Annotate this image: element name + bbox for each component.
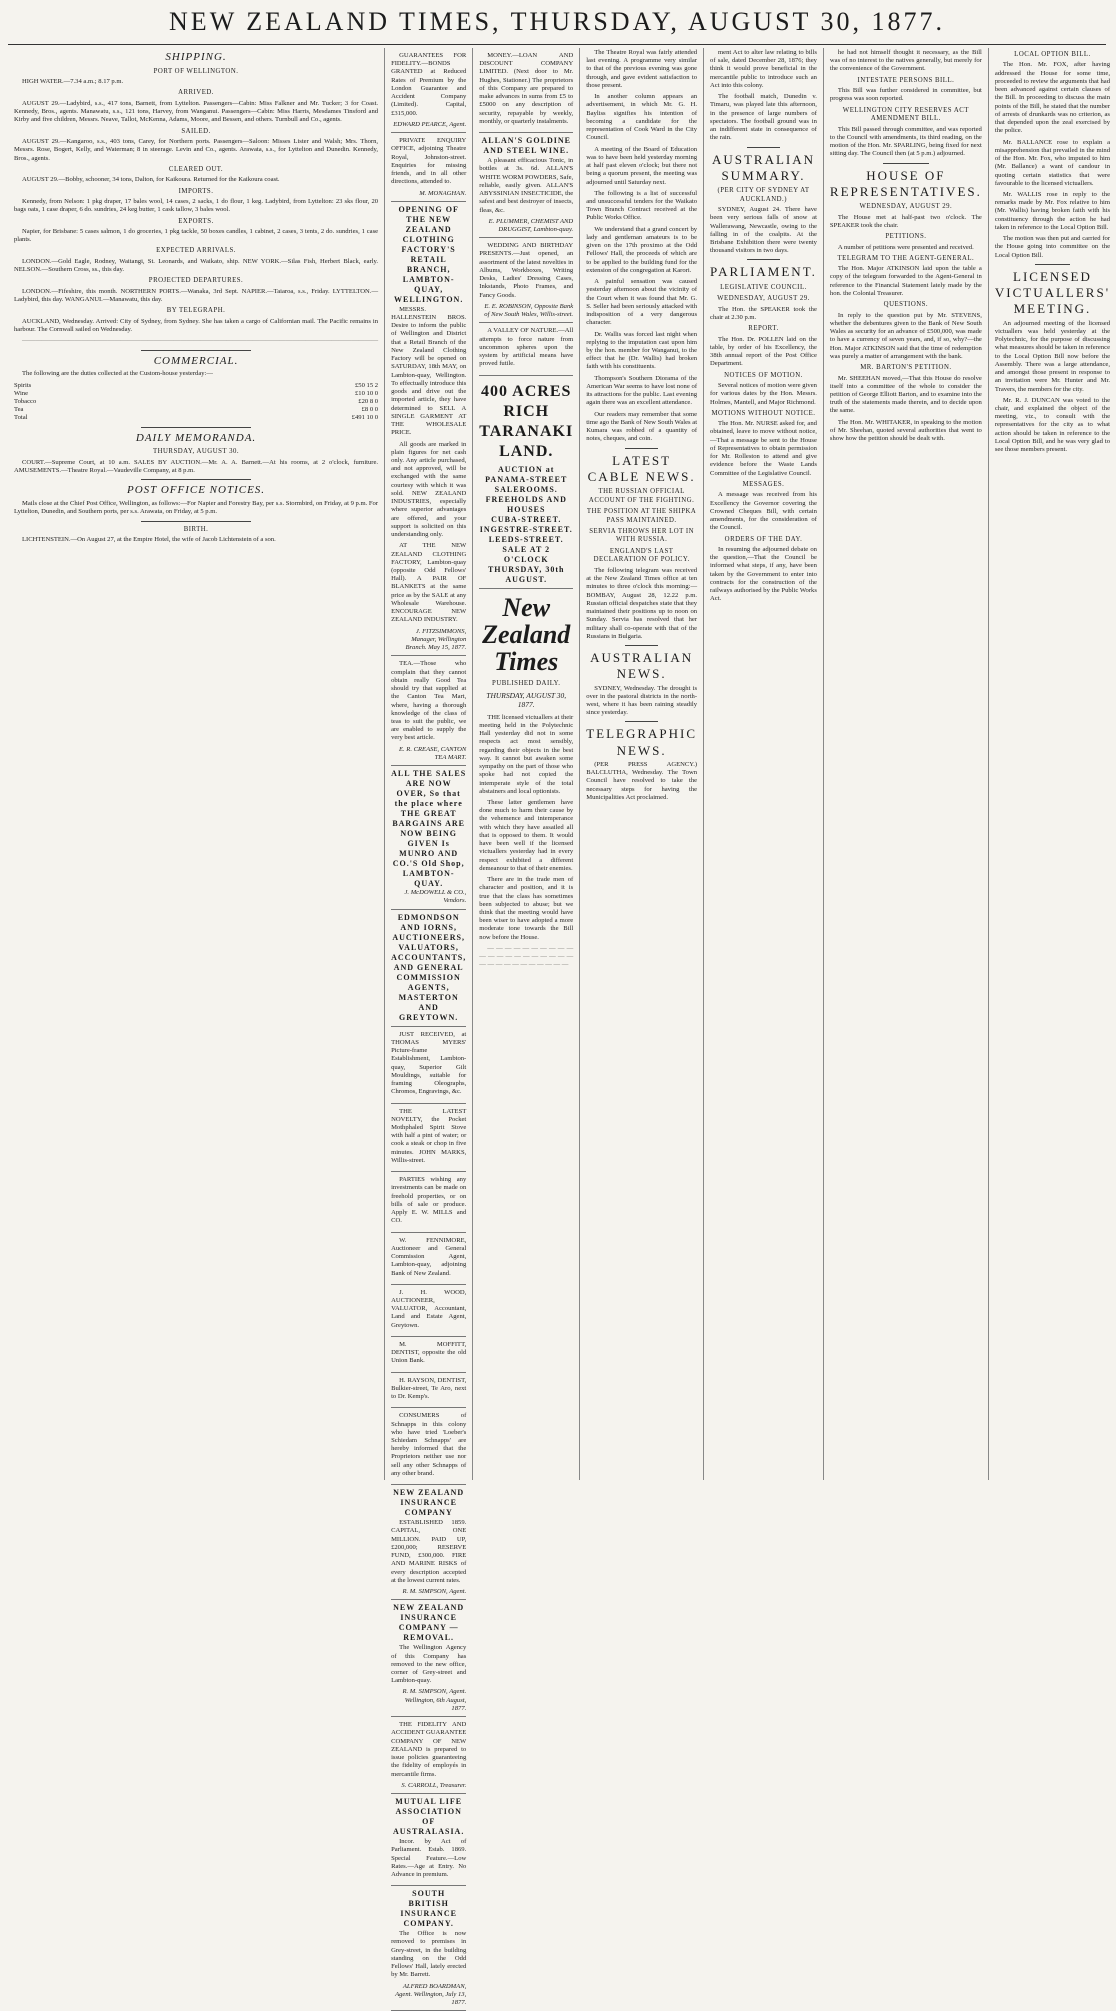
advert-signature: R. M. SIMPSON, Agent. [402, 1588, 467, 1596]
duty-row: Tea £8 0 0 [14, 406, 379, 414]
memoranda-date: THURSDAY, AUGUST 30. [152, 448, 240, 456]
council-date: WEDNESDAY, AUGUST 29. [717, 295, 810, 303]
divider [141, 521, 250, 522]
projected-heading: PROJECTED DEPARTURES. [148, 277, 244, 285]
editorial-paragraph: These latter gentlemen have done much to harm their cause by the vehemence and intemperance with which they have assailed all that is opposed to them. It would have been well if the licensed victuallers yesterday had in every respect exhibited a different demeanour to that of their enemies. [479, 798, 574, 872]
advert-signature: M. MONAGHAN. [419, 189, 467, 197]
agent-general-text: The Hon. Major ATKINSON laid upon the table a copy of the telegram forwarded to the Agent-General in reference to the Financial Statement lately made by the hon. the Colonial Treasurer. [829, 265, 982, 297]
messages-text: A message was received from his Excellency the Governor covering the Crowned Cheques Bill, with certain amendments, for the consideration of the Council. [710, 491, 817, 532]
advert-taranaki-land [479, 376, 573, 589]
advert-text: TEA.—Those who complain that they cannot obtain really Good Tea should try that supplied at the Canton Tea Mart, where, having a thorough knowledge of the class of teas to suit the public, we are enabled to supply the very best article. [391, 660, 467, 742]
australian-summary-title: AUSTRALIAN SUMMARY. [711, 151, 816, 183]
postoffice-title: POST OFFICE NOTICES. [127, 484, 266, 497]
report-heading: REPORT. [748, 325, 779, 333]
advert-line: LEEDS-STREET. [488, 534, 564, 544]
cleared-heading: CLEARED OUT. [168, 165, 224, 173]
advert-signature: J. FITZSIMMONS, Manager, Wellington Branch. May 15, 1877. [405, 627, 467, 652]
cable-news-title: LATEST CABLE NEWS. [587, 452, 696, 484]
advert-text: A VALLEY OF NATURE.—All attempts to force nature from uncommon spheres upon the system by artificial means have proved futile. [479, 327, 574, 368]
postoffice-text: Mails close at the Chief Post Office, Wellington, as follows:—For Napier and Forestry Bay, per s.s. Stormbird, on Friday, at 9 p.m. For Lyttelton, Dunedin, and Southern ports, per s.s. Arawata, on Friday, at 5 p.m. [14, 500, 379, 516]
advert-line: SALE AT 2 O'CLOCK [502, 544, 551, 564]
news-paragraph: Mr. BALLANCE rose to explain a misapprehension that prevailed in the mind of the Hon. Mr. Fox, who imputed to him (Mr. Ballance) a want of candour in quoting certain statistics that were favourable to the licensed victuallers. [994, 138, 1111, 187]
report-text: The Hon. Dr. POLLEN laid on the table, by order of his Excellency, the 38th annual report of the Post Office Department. [710, 335, 817, 368]
advert-sales-over [391, 766, 466, 909]
advert-title: ALLAN'S GOLDINE AND STEEL WINE. [481, 136, 571, 156]
projected-text: LONDON.—Fifeshire, this month. NORTHERN PORTS.—Wanaka, 3rd Sept. NAPIER.—Taiaroa, s.s., Friday. LYTTELTON.—Ladybird, this day. WANGANUI.—Manawatu, this day. [14, 287, 379, 304]
sailed-heading: SAILED. [181, 127, 211, 135]
arrived-text: AUGUST 29.—Ladybird, s.s., 417 tons, Barnett, from Lyttelton. Passengers—Cabin: Miss Falkner and Mr. Tucker; 3 for Coast. Kennedy, Bros., agents. Manawatu, s.s., 121 tons, Harvey, from Wanganui. Passengers—Cabin: Miss Harris, Mesdames Tinsford and Kirby and five children, Messrs. Neave, Tallot, McKenna, Adams, Moore, and Bessen, and others. Turnbull and Co., agents. [14, 99, 379, 124]
motions-heading: MOTIONS WITHOUT NOTICE. [711, 409, 816, 417]
arrived-heading: ARRIVED. [178, 89, 214, 97]
advert-text: The Wellington Agency of this Company has removed to the new office, corner of Grey-street and Lambton-quay. [391, 1644, 467, 1685]
shipping-filler-text: —————————————————————————————————————————————————————— [22, 337, 379, 345]
divider [625, 721, 658, 722]
news-paragraph: A painful sensation was caused yesterday afternoon about the vicinity of the Court when it was found that Mr. G. S. Seller had been seriously attacked with indisposition of a very dangerous character. [586, 278, 698, 327]
duty-row: Spirits £50 15 2 [14, 381, 379, 389]
news-paragraph: ment Act to alter law relating to bills of sale, dated December 28, 1876; they think it would prove beneficial in the mercantile public to introduce such an Act into this colony. [710, 49, 817, 89]
australian-news-title: AUSTRALIAN NEWS. [590, 650, 694, 682]
imports-text: Kennedy, from Nelson: 1 pkg draper, 17 bales wool, 14 cases, 2 sacks, 1 do flour, 1 keg. Ladybird, from Lyttelton: 23 sks flour, 20 bags oats, 1 case draper, 6 do. sundries, 24 keg butter, 1 cask tallow, 3 bales wool. [14, 198, 379, 214]
orders-text: In resuming the adjourned debate on the question,—That the Council be informed what steps, if any, have been taken by the Government to enter into contracts for the construction of the railways authorised by the Public Works Act. [710, 546, 817, 603]
advert-signature: E. PLUMMER, CHEMIST AND DRUGGIST, Lambton-quay. [488, 217, 574, 233]
exports-heading: EXPORTS. [178, 217, 214, 225]
advert-signature: EDWARD PEARCE, Agent. [393, 120, 467, 128]
editorial-paragraph: THE licensed victuallers at their meeting held in the Polytechnic Hall yesterday did not in some respects act most sensibly, regarding their objects in the best way. It cannot but awaken some sympathy on the part of those who spoke had not copied the intemperate style of the total abstainers and local optionists. [479, 713, 574, 795]
advert-spirit-stove [391, 1104, 466, 1173]
notices-text: Several notices of motion were given for various dates by the Hon. Messrs. Holmes, Mantell, and Major Richmond. [710, 382, 817, 406]
advert-edmondson [391, 910, 466, 1027]
editorial-paragraph: There are in the trade men of character and position, and it is true that the class has sometimes been subjected to abuse; but we think that the meeting would have been wiser to have adopted a more moderate tone towards the Bill now before the House. [479, 876, 574, 941]
column-3 [473, 48, 580, 1480]
advert-text: CONSUMERS of Schnapps in this colony who have tried 'Loeber's Schiedam Schnapps' are hereby informed that the Proprietors neither use nor sell any other Schnapps of any other brand. [391, 1412, 467, 1477]
duty-row-total: Total £491 10 0 [14, 414, 379, 422]
advert-text: AT THE NEW ZEALAND CLOTHING FACTORY, Lambton-quay (opposite Odd Fellows' Hall). A PAIR OF BLANKETS at the same price as by the SALE at any Wholesale Warehouse. ENCOURAGE NEW ZEALAND INDUSTRY. [391, 542, 467, 624]
advert-fidelity [391, 1717, 466, 1794]
news-paragraph: Our readers may remember that some time ago the Bank of New South Wales at Kumara was robbed of a quantity of notes, cheques, and coin. [586, 410, 698, 443]
local-option-heading: LOCAL OPTION BILL. [1014, 51, 1091, 58]
exports-text: Napier, for Brisbane: 5 cases salmon, 1 do groceries, 1 pkg tackle, 50 boxes candles, 1 cabinet, 2 cases, 3 tents, 2 do. sundries, 1 case plants. [14, 228, 379, 244]
divider [747, 147, 779, 148]
summary-subheading: (PER CITY OF SYDNEY AT AUCKLAND.) [717, 187, 810, 203]
advert-insurance-removal [391, 1600, 466, 1717]
masthead: NEW ZEALAND TIMES, THURSDAY, AUGUST 30, 1877. [169, 7, 945, 36]
advert-signature: S. CARROLL, Treasurer. [401, 1781, 467, 1789]
advert-line: FREEHOLDS AND HOUSES [485, 494, 567, 514]
advert-text: M. MOFFITT, DENTIST, opposite the old Union Bank. [391, 1340, 467, 1365]
column-5 [704, 48, 824, 1480]
advert-line: INGESTRE-STREET. [479, 524, 573, 534]
birth-heading: BIRTH. [183, 525, 209, 533]
news-paragraph: An adjourned meeting of the licensed victuallers was held yesterday at the Polytechnic, for the purpose of discussing what measures should be taken in reference to the Local Option Bill now before the Assembly. There was a large attendance, and amongst those present in response to an invitation were Mr. Hunter and Mr. Travers, the members for the city. [994, 319, 1111, 393]
advert-signature: E. E. ROBINSON, Opposite Bank of New South Wales, Willis-street. [484, 302, 574, 319]
notices-heading: NOTICES OF MOTION. [724, 371, 803, 379]
house-title: HOUSE OF REPRESENTATIVES. [829, 167, 982, 199]
divider [141, 427, 250, 428]
cable-subheading: SERVIA THROWS HER LOT IN WITH RUSSIA. [589, 527, 695, 544]
council-text: The Hon. the SPEAKER took the chair at 2.30 p.m. [710, 305, 817, 321]
news-paragraph: The following is a list of successful and unsuccessful tenders for the Waikato Town Branch Contract received at the Public Works Office. [586, 189, 698, 222]
telegraphic-news-title: TELEGRAPHIC NEWS. [586, 726, 698, 758]
masthead-rule [8, 44, 1106, 45]
advert-signature: ALFRED BOARDMAN, Agent. Wellington, July 13, 1877. [395, 1982, 467, 2007]
shipping-title: SHIPPING. [165, 51, 227, 63]
intestate-text: This Bill was further considered in committee, but progress was soon reported. [829, 87, 982, 103]
cable-subheading: THE RUSSIAN OFFICIAL ACCOUNT OF THE FIGHTING. [588, 488, 695, 504]
divider [141, 350, 250, 351]
advert-allan-tonic [479, 133, 573, 238]
advert-moffitt [391, 1337, 466, 1373]
advert-valley-of-nature [479, 323, 573, 375]
orders-heading: ORDERS OF THE DAY. [724, 535, 803, 543]
divider [883, 163, 929, 164]
advert-text: JUST RECEIVED, at THOMAS MYERS' Picture-frame Establishment, Lambton-quay, Superior Gilt Mouldings, suitable for framing Oleographs, Chromos, Engravings, &c. [391, 1030, 467, 1096]
divider [1035, 264, 1070, 265]
sailed-text: AUGUST 29.—Kangaroo, s.s., 403 tons, Carey, for Northern ports. Passengers—Saloon: Misses Lister and Walsh; Mrs. Thorn, Messrs. Rose, Bogert, Kelly, and Waterman; 8 in steerage. Levin and Co., agents. Arawata, s.s., for Lyttelton and Dunedin. Kennedy, Bros., agents. [14, 138, 379, 162]
high-water: HIGH WATER.—7.34 a.m.; 8.17 p.m. [22, 78, 124, 86]
advert-investments [391, 1172, 466, 1232]
newspaper-logo: New Zealand Times [482, 592, 571, 677]
advert-fennimore [391, 1233, 466, 1285]
column-1 [8, 48, 385, 1480]
advert-text: All goods are marked in plain figures for net cash only. Any article purchased, and not approved, will be exchanged with the same courtesy with which it was sold. NEW ZEALAND INDUSTRIES, especially where superior advantages are offered, and your support is solicited on this understanding only. [391, 440, 467, 539]
advert-line: CUBA-STREET. [491, 514, 562, 524]
advert-text: WEDDING AND BIRTHDAY PRESENTS.—Just opened, an assortment of the latest novelties in Albums, Workboxes, Writing Desks, Ladies' Dressing Cases, Inkstands, Photo Frames, and Fancy Goods. [479, 242, 574, 299]
expected-heading: EXPECTED ARRIVALS. [156, 247, 236, 255]
expected-text: LONDON.—Gold Eagle, Rodney, Waitangi, St. Leonards, and Waikato, ship. NEW YORK.—Silas Fish, Herbert Black, early. NELSON.—Southern Cross, ss., this day. [14, 257, 379, 274]
column-6 [824, 48, 989, 1480]
advert-canton-tea [391, 656, 466, 766]
advert-schnapps [391, 1408, 466, 1485]
advert-signature: J. McDOWELL & CO., Vendors. [404, 889, 467, 905]
editorial-filler-text: — — — — — — — — — — — — — — — — — — — — — — — — — — — — — — — — [479, 944, 574, 969]
advert-title: EDMONDSON AND IORNS, AUCTIONEERS, VALUATORS, ACCOUNTANTS, AND GENERAL COMMISSION AGENTS, MASTERTON AND GREYTOWN. [391, 912, 467, 1022]
advert-big-title: 400 ACRES RICH TARANAKI LAND. [479, 382, 574, 460]
questions-heading: QUESTIONS. [883, 301, 929, 309]
parliament-title: PARLIAMENT. [710, 264, 817, 280]
port-heading: PORT OF WELLINGTON. [153, 67, 239, 75]
advert-money-loan [479, 48, 573, 133]
memoranda-title: DAILY MEMORANDA. [135, 431, 257, 444]
advert-text: W. FENNIMORE, Auctioneer and General Commission Agent, Lambton-quay, adjoining Bank of New Zealand. [391, 1236, 467, 1277]
advert-text: A pleasant efficacious Tonic, in bottles at 3s. 6d. ALLAN'S WHITE WORM POWDERS, Safe, reliable, easily given. ALLAN'S ABYSSINIAN INSECTICIDE, the safest and best destroyer of insects, fleas, &c. [479, 157, 574, 214]
column-2 [385, 48, 473, 2007]
advert-text: Incor. by Act of Parliament. Estab. 1869. Special Feature.—Low Rates.—Age at Entry. No Advance in premium. [391, 1838, 467, 1878]
news-paragraph: The Hon. Mr. FOX, after having addressed the House for some time, proceeded to review the arguments that had been advanced against certain clauses of the Bill. In proceeding to discuss the main points of the Bill, he stated that the number of arrests of drunkards was no criterion, as that depended upon the zeal exercised by the police. [994, 61, 1111, 135]
advert-text: The Office is now removed to premises in Grey-street, in the building standing on the Odd Fellows' Hall, lately erected by Mr. Barrett. [391, 1930, 467, 1979]
advert-rayson [391, 1373, 466, 1409]
reserves-text: This Bill passed through committee, and was reported to the Council with amendments, its third reading, on the motion of the Hon. Mr. SPARLING, being fixed for next sitting day. The Council then (at 5 p.m.) adjourned. [829, 125, 982, 158]
news-paragraph: The motion was then put and carried for the House going into committee on the Local Option Bill. [994, 235, 1111, 259]
advert-signature: R. M. SIMPSON, Agent. Wellington, 6th August, 1877. [402, 1688, 467, 1712]
cleared-text: AUGUST 29.—Bobby, schooner, 34 tons, Dalton, for Kaikoura. Returned for the Kaikoura coast. [22, 176, 280, 184]
motions-text: The Hon. Mr. NURSE asked for, and obtained, leave to move without notice,—That a message be sent to the House of Representatives to obtain permission for Mr. Rolleston to attend and give evidence before the Waste Lands Committee of the Legislative Council. [710, 420, 817, 477]
duties-list [14, 382, 378, 423]
newspaper-columns [8, 48, 1111, 2007]
barton-heading: MR. BARTON'S PETITION. [860, 364, 952, 372]
cable-text: The following telegram was received at the New Zealand Times office at ten minutes to three o'clock this morning:— BOMBAY, August 28, 12.22 p.m. Russian official despatches state that they maintained their positions up to noon on Sunday. Servia has resolved that her military shall co-operate with that of the Russians in Bulgaria. [586, 566, 698, 640]
news-paragraph: We understand that a grand concert by lady and gentleman amateurs is to be given on the 17th proximo at the Odd Fellows' Hall, the proceeds of which are to be applied to the building fund for the extension of the congregation at Karori. [586, 225, 698, 274]
advert-title: OPENING OF THE NEW ZEALAND CLOTHING FACTORY'S RETAIL BRANCH, LAMBTON-QUAY, WELLINGTON. [394, 204, 464, 304]
reserves-heading: WELLINGTON CITY RESERVES ACT AMENDMENT BILL. [842, 106, 969, 123]
house-text: The House met at half-past two o'clock. The SPEAKER took the chair. [829, 213, 982, 229]
advert-clothing-factory [391, 202, 466, 657]
commercial-title: COMMERCIAL. [153, 354, 239, 367]
column-4 [580, 48, 704, 1480]
memoranda-text: COURT.—Supreme Court, at 10 a.m. SALES BY AUCTION.—Mr. A. A. Barnett.—At his rooms, at 2 o'clock, furniture. AMUSEMENTS.—Theatre Royal.—Vaudeville Company, at 8 p.m. [14, 458, 379, 475]
imports-heading: IMPORTS. [178, 187, 214, 195]
advert-text: MESSRS. HALLENSTEIN BROS. Desire to inform the public of Wellington and District that a Retail Branch of the New Zealand Clothing Factory will be opened on SATURDAY, 18th MAY, on Lambton-quay, Wellington. To effectually introduce this goods and drive out the imported article, they have determined to SELL A SINGLE GARMENT AT THE WHOLESALE PRICE. [391, 305, 467, 437]
licensed-victuallers-title: LICENSED VICTUALLERS' MEETING. [994, 268, 1111, 317]
news-paragraph: he had not himself thought it necessary, as the Bill was of no interest to the natives generally, but merely for the convenience of the Government. [829, 49, 982, 73]
barton-text: Mr. SHEEHAN moved,—That this House do resolve itself into a committee of the whole to consider the petition of George Elliott Barton, and to examine into the truth of the statements made therein, and to decide upon the same. [829, 374, 982, 415]
news-paragraph: In another column appears an advertisement, in which Mr. G. H. Bayliss signifies his intention of becoming a candidate for the representation of Cook Ward in the City Council. [586, 93, 698, 142]
advert-line: AUCTION at PANAMA-STREET SALEROOMS. [485, 464, 568, 494]
divider [747, 259, 779, 260]
advert-south-british [391, 1886, 466, 2011]
petitions-heading: PETITIONS. [885, 233, 927, 241]
agent-general-heading: TELEGRAM TO THE AGENT-GENERAL. [837, 254, 975, 262]
advert-title: NEW ZEALAND INSURANCE COMPANY — REMOVAL. [393, 1603, 465, 1643]
advert-wedding-presents [479, 238, 573, 323]
advert-text: MONEY.—LOAN AND DISCOUNT COMPANY LIMITED. (Next door to Mr. Hughes, Stationer.) The proprietors of this Company are prepared to make advances in sums from £5 to £5000 on any description of security, repayable by weekly, monthly, or quarterly instalments. [479, 52, 574, 125]
intestate-heading: INTESTATE PERSONS BILL. [857, 76, 955, 84]
divider [625, 448, 658, 449]
advert-text: J. H. WOOD, AUCTIONEER, VALUATOR, Accountant, Land and Estate Agent, Greytown. [391, 1288, 467, 1329]
advert-text: THE FIDELITY AND ACCIDENT GUARANTEE COMPANY OF NEW ZEALAND is prepared to issue policies guaranteeing the fidelity of employés in mercantile firms. [391, 1721, 467, 1778]
advert-title: SOUTH BRITISH INSURANCE COMPANY. [400, 1889, 457, 1929]
summary-text: SYDNEY, August 24. There have been very serious falls of snow at Wallerawang, Newcastle, owing to the falling in of the coalpits. At the Brisbane Exhibition there were twenty thousand visitors in two days. [710, 206, 817, 255]
cable-subheading: ENGLAND'S LAST DECLARATION OF POLICY. [593, 547, 690, 564]
questions-text: In reply to the question put by Mr. STEVENS, whether the debentures given to the Bank of New South Wales as security for an advance of £500,000, was made to have a currency of seven years, and, if so, why?—the Hon. Major ATKINSON said that the time of redemption was purely a matter of arrangement with the bank. [829, 311, 982, 360]
news-paragraph: Dr. Wallis was forced last night when replying to the imputation cast upon him by the hon. member for Wanganui, to the effect that he (Dr. Wallis) had broken faith with his constituents. [586, 330, 698, 371]
advert-text: THE LATEST NOVELTY, the Pocket Mothphaled Spirit Stove with half a pint of water; or cook a steak or chop in five minutes. JOHN MARKS, Willis-street. [391, 1107, 467, 1164]
advert-signature: E. R. CREASE, CANTON TEA MART. [398, 745, 467, 761]
messages-heading: MESSAGES. [742, 480, 785, 488]
advert-enquiry-office [391, 133, 466, 202]
council-heading: LEGISLATIVE COUNCIL. [720, 283, 807, 291]
advert-text: H. RAYSON, DENTIST, Bulkier-street, Te Aro, next to Dr. Kemp's. [391, 1376, 467, 1401]
column-7 [989, 48, 1116, 1480]
advert-wood [391, 1285, 466, 1337]
advert-guarantees [391, 48, 466, 133]
news-paragraph: The Hon. Mr. WHITAKER, in speaking to the motion of Mr. Sheehan, quoted several authorities that went to show how the petition should be dealt with. [829, 418, 982, 443]
advert-text: PRIVATE ENQUIRY OFFICE, adjoining Theatre Royal, Johnston-street. Enquiries for missing friends, and in all other directions, attended to. [391, 137, 467, 186]
duty-row: Tobacco £20 8 0 [14, 398, 379, 406]
australian-news-text: SYDNEY, Wednesday. The drought is over in the pastoral districts in the north-west, where it has been raining steadily since yesterday. [586, 684, 698, 717]
divider [625, 645, 658, 646]
advert-text: ESTABLISHED 1859. CAPITAL, ONE MILLION. PAID UP, £200,000; RESERVE FUND, £300,000. FIRE AND MARINE RISKS of every description accepted at the lowest current rates. [391, 1519, 467, 1584]
telegraph-heading: BY TELEGRAPH. [166, 307, 226, 315]
divider [141, 479, 250, 480]
advert-text: PARTIES wishing any investments can be made on freehold properties, or on bills of sale or produce. Apply E. W. MILLS and CO. [391, 1176, 467, 1225]
advert-text: GUARANTEES FOR FIDELITY.—BONDS GRANTED at Reduced Rates of Premium by the London Guarantee and Accident Company (Limited). Capital, £315,000. [391, 52, 467, 117]
news-paragraph: The Theatre Royal was fairly attended last evening. A programme very similar to that of the previous evening was gone through, and gave evident satisfaction to those present. [586, 49, 698, 89]
advert-mutual-life [391, 1794, 466, 1886]
editorial-dateline: THURSDAY, AUGUST 30, 1877. [486, 690, 567, 710]
house-date: WEDNESDAY, AUGUST 29. [859, 203, 953, 211]
telegraph-text: AUCKLAND, Wednesday. Arrived: City of Sydney, from Sydney. She has taken a cargo of Californian mail. The Pacific remains in harbour. The Cornwall sailed on Wednesday. [14, 317, 379, 334]
advert-line: THURSDAY, 30th AUGUST. [487, 564, 565, 584]
news-paragraph: Mr. R. J. DUNCAN was voted to the chair, and explained the object of the meeting, viz., to consult with the representatives for the city as to what action should be taken in reference to the Local Option Bill, and he was very glad to see those members present. [994, 396, 1111, 454]
news-paragraph: A meeting of the Board of Education was to have been held yesterday morning at half past eleven o'clock; but there not being a quorum present, the meeting was adjourned until Saturday next. [586, 145, 698, 186]
logo-subtitle: PUBLISHED DAILY. [492, 680, 561, 688]
advert-title: NEW ZEALAND INSURANCE COMPANY [393, 1488, 465, 1518]
advert-title: ALL THE SALES ARE NOW OVER, So that the place where THE GREAT BARGAINS ARE NOW BEING GIVEN Is MUNRO AND CO.'S Old Shop, LAMBTON-QUAY. [391, 769, 467, 889]
telegraphic-news-text: (PER PRESS AGENCY.) BALCLUTHA, Wednesday. The Town Council have resolved to take the necessary steps for having the Municipalities Act proclaimed. [586, 760, 698, 801]
advert-nz-insurance [391, 1485, 466, 1600]
duty-row: Wine £10 10 0 [14, 389, 379, 397]
advert-title: MUTUAL LIFE ASSOCIATION OF AUSTRALASIA. [392, 1797, 465, 1837]
advert-picture-frames [391, 1027, 466, 1104]
cable-subheading: THE POSITION AT THE SHIPKA PASS MAINTAINED. [586, 508, 697, 524]
news-paragraph: Thompson's Southern Diorama of the American War seems to have lost none of its attractions for the public. Last evening again there was an excellent attendance. [586, 374, 698, 407]
petitions-text: A number of petitions were presented and received. [837, 243, 974, 251]
birth-text: LICHTENSTEIN.—On August 27, at the Empire Hotel, the wife of Jacob Lichtenstein of a son. [22, 536, 276, 544]
commercial-intro: The following are the duties collected at the Custom-house yesterday:— [22, 370, 213, 378]
news-paragraph: The football match, Dunedin v. Timaru, was played late this afternoon, in the presence of large numbers of spectators. The football ground was in an indifferent state in consequence of the rain. [710, 93, 817, 142]
news-paragraph: Mr. WALLIS rose in reply to the remarks made by Mr. Fox relative to him (Mr. Wallis) having broken faith with his constituency through the action he had taken in reference to the Local Option Bill. [994, 191, 1111, 231]
